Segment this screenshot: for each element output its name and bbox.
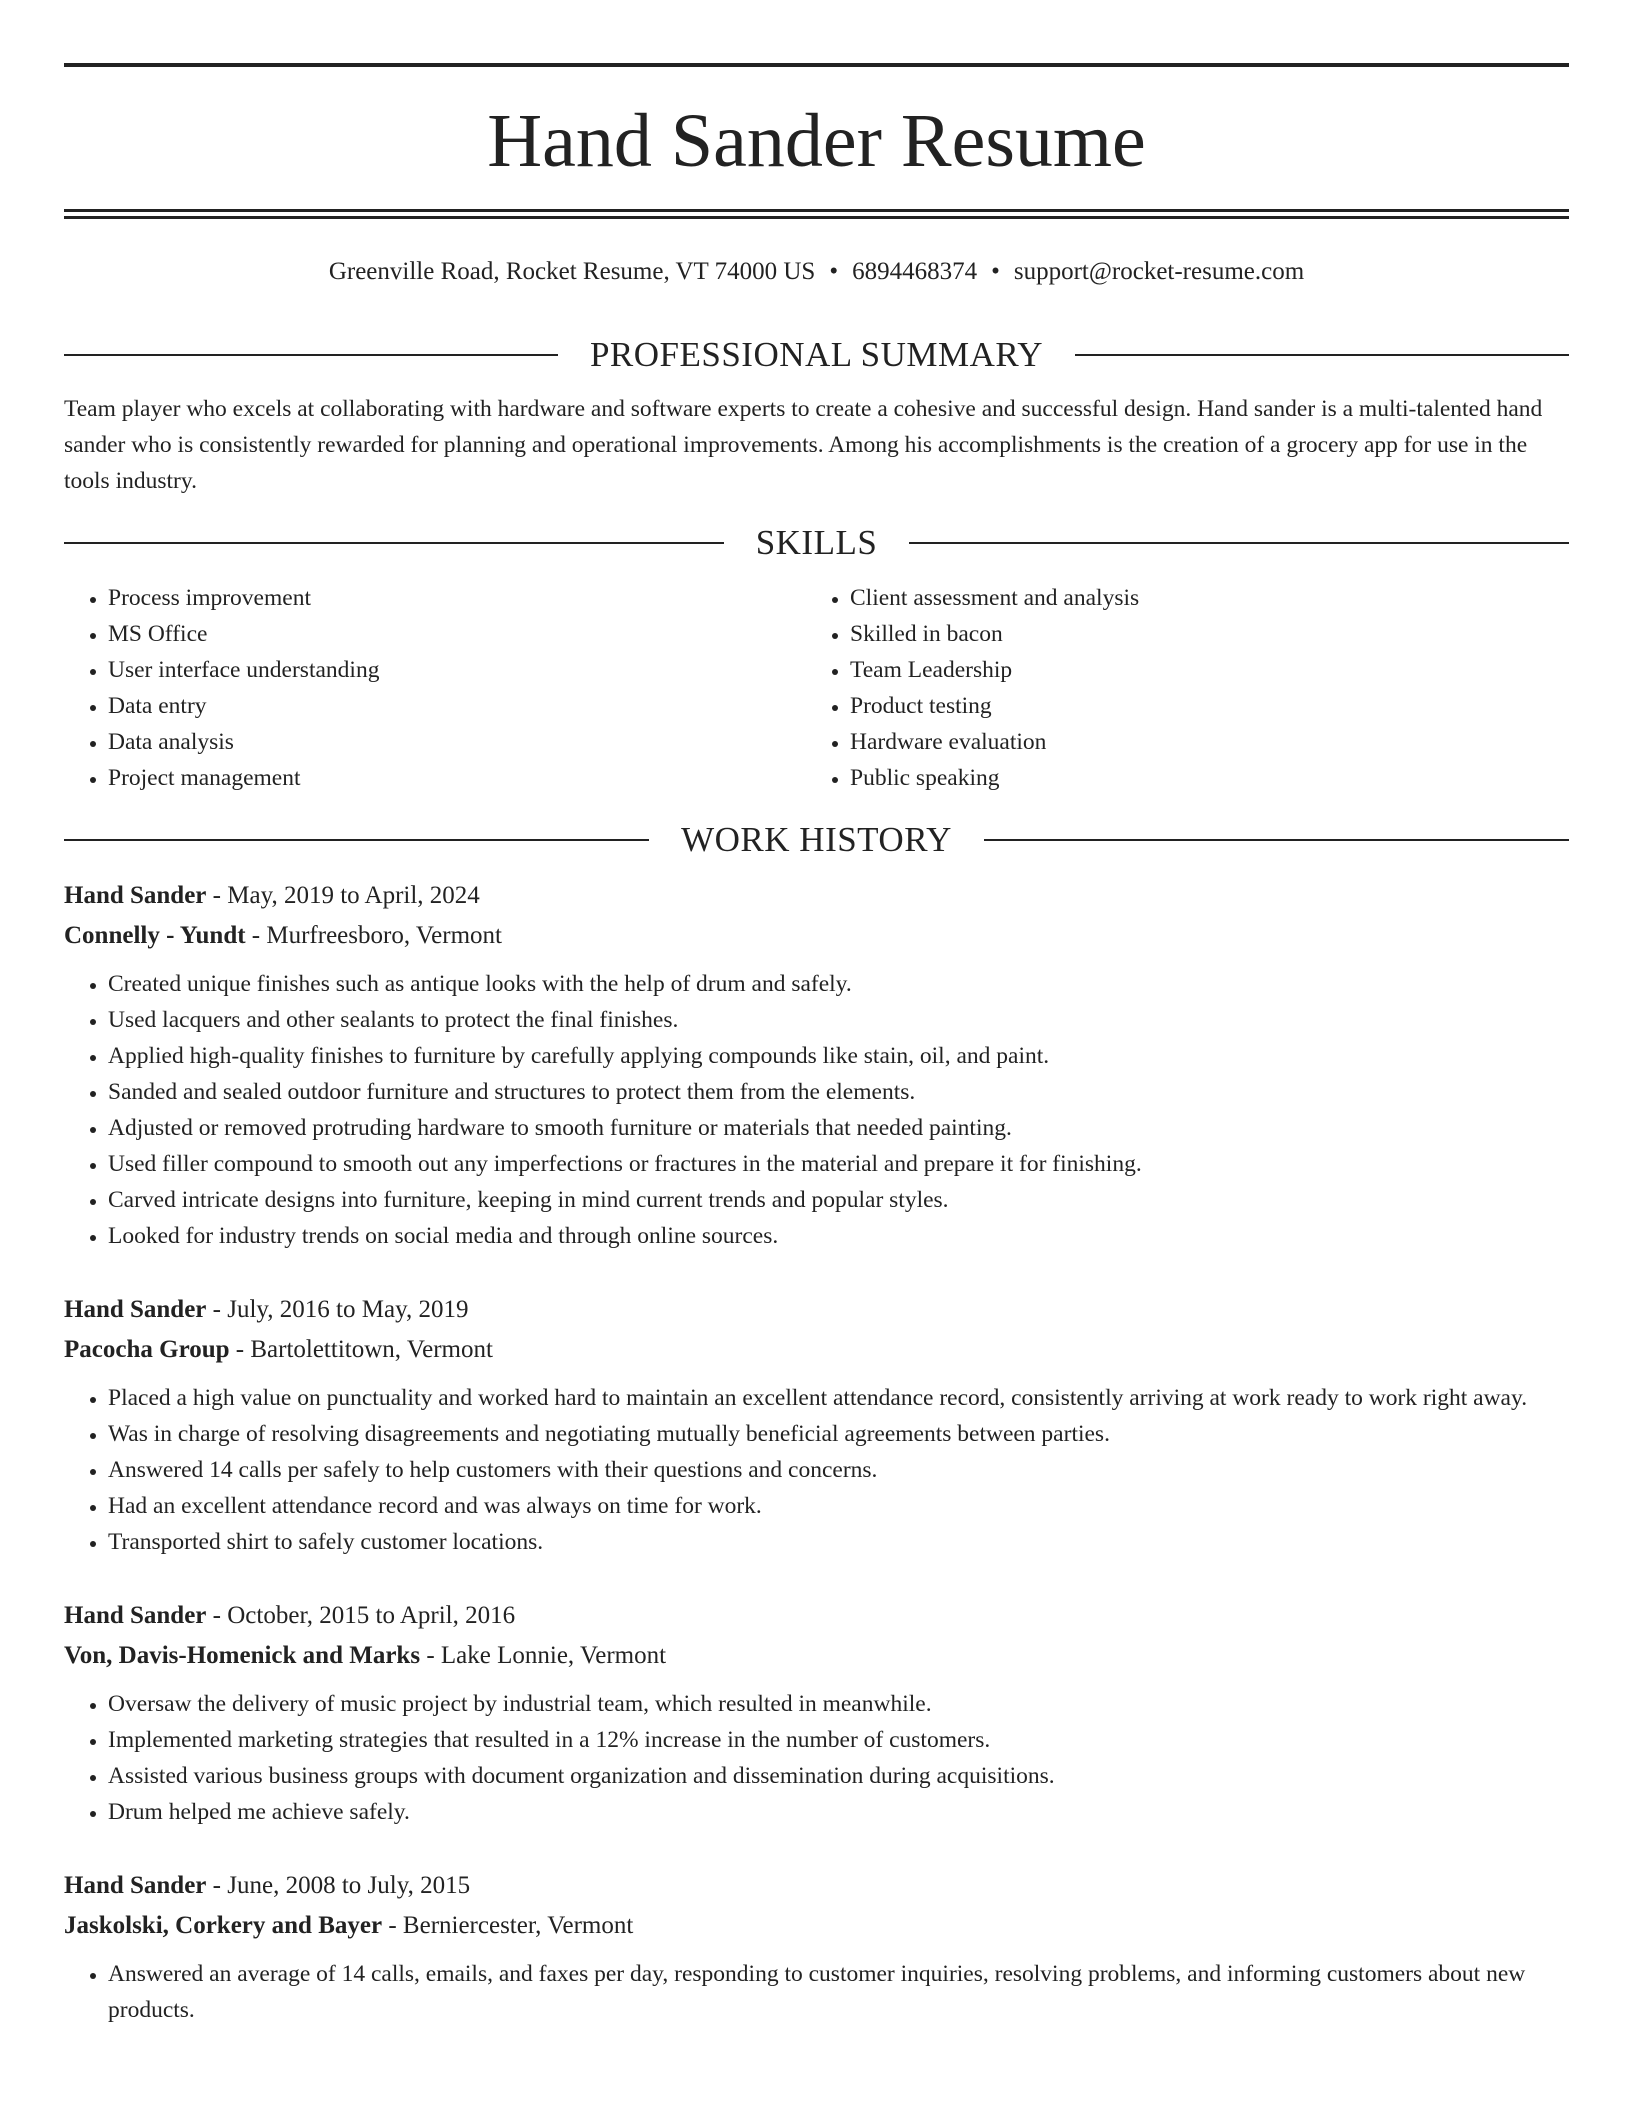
- job-location: Murfreesboro, Vermont: [266, 922, 502, 949]
- job-title: Hand Sander: [64, 1872, 207, 1899]
- job-bullet: • Created unique finishes such as antique looks with the help of drum and safely.: [108, 966, 1569, 1002]
- skill-item: • Skilled in bacon: [850, 616, 1548, 652]
- title-double-rule: [64, 209, 1569, 219]
- job-bullets: [64, 1380, 1569, 1560]
- job-entry: [64, 876, 1569, 1254]
- job-dates: July, 2016 to May, 2019: [227, 1296, 469, 1323]
- contact-separator: •: [829, 258, 839, 285]
- skills-column-right: [806, 580, 1548, 796]
- job-bullet: • Carved intricate designs into furniture, keeping in mind current trends and popular styles.: [108, 1182, 1569, 1218]
- skills-left-list: [64, 580, 806, 796]
- job-bullet: • Sanded and sealed outdoor furniture and structures to protect them from the elements.: [108, 1074, 1569, 1110]
- skill-item: • Public speaking: [850, 760, 1548, 796]
- job-dash: -: [206, 1296, 228, 1323]
- job-bullets: [64, 1956, 1569, 2028]
- job-title: Hand Sander: [64, 882, 207, 909]
- job-company-line: [64, 1906, 1569, 1946]
- job-bullet: • Looked for industry trends on social media and through online sources.: [108, 1218, 1569, 1254]
- job-company: Jaskolski, Corkery and Bayer: [64, 1912, 383, 1939]
- skill-item: • Data entry: [108, 688, 806, 724]
- job-location: Bartolettitown, Vermont: [250, 1336, 493, 1363]
- job-company-line: [64, 1330, 1569, 1370]
- job-company: Pacocha Group: [64, 1336, 230, 1363]
- job-company-line: [64, 916, 1569, 956]
- skills-right-list: [806, 580, 1548, 796]
- skill-item: • Product testing: [850, 688, 1548, 724]
- job-title-line: [64, 1290, 1569, 1330]
- job-location: Berniercester, Vermont: [402, 1912, 634, 1939]
- job-location: Lake Lonnie, Vermont: [440, 1642, 667, 1669]
- summary-text: Team player who excels at collaborating with hardware and software experts to create a cohesive and successful design. Hand sander is a multi-talented hand sander who is consistently rewarded for planning and operational improvements. Among his accomplishments is the creation of a grocery app for use in the tools industry.: [64, 396, 1543, 494]
- job-entry: [64, 1596, 1569, 1830]
- job-bullet: • Applied high-quality finishes to furniture by carefully applying compounds like stain, oil, and paint.: [108, 1038, 1569, 1074]
- skills-heading: [64, 521, 1569, 565]
- summary-heading: [64, 333, 1569, 377]
- job-bullet: • Used lacquers and other sealants to protect the final finishes.: [108, 1002, 1569, 1038]
- skills-heading-label: SKILLS: [755, 523, 878, 562]
- contact-line: [64, 255, 1569, 289]
- work-history: [64, 876, 1569, 2028]
- job-bullets: [64, 1686, 1569, 1830]
- contact-separator: •: [991, 258, 1000, 285]
- job-dates: October, 2015 to April, 2016: [227, 1602, 516, 1629]
- skills-list: [64, 580, 1569, 796]
- job-bullet: • Used filler compound to smooth out any imperfections or fractures in the material and prepare it for finishing.: [108, 1146, 1569, 1182]
- skill-item: • Process improvement: [108, 580, 806, 616]
- contact-email: support@rocket-resume.com: [1013, 258, 1305, 285]
- contact-phone: 6894468374: [852, 258, 978, 285]
- job-bullet: • Drum helped me achieve safely.: [108, 1794, 1569, 1830]
- job-title-line: [64, 1866, 1569, 1906]
- job-bullet: • Answered an average of 14 calls, emails, and faxes per day, responding to customer inquiries, resolving problems, and informing customers about new products.: [108, 1956, 1569, 2028]
- heading-rule-right: [909, 542, 1569, 544]
- heading-rule-left: [64, 354, 558, 356]
- skill-item: • MS Office: [108, 616, 806, 652]
- job-dash: -: [245, 922, 267, 949]
- summary-heading-label: PROFESSIONAL SUMMARY: [589, 335, 1044, 374]
- heading-rule-left: [64, 839, 649, 841]
- job-dash: -: [206, 1602, 228, 1629]
- job-entry: [64, 1866, 1569, 2028]
- job-company: Von, Davis-Homenick and Marks: [64, 1642, 421, 1669]
- job-dash: -: [206, 1872, 228, 1899]
- work-heading: [64, 818, 1569, 862]
- job-title: Hand Sander: [64, 1296, 207, 1323]
- job-title: Hand Sander: [64, 1602, 207, 1629]
- job-dash: -: [229, 1336, 251, 1363]
- job-dash: -: [382, 1912, 403, 1939]
- job-bullet: • Answered 14 calls per safely to help customers with their questions and concerns.: [108, 1452, 1569, 1488]
- job-bullet: • Was in charge of resolving disagreements and negotiating mutually beneficial agreements between parties.: [108, 1416, 1569, 1452]
- job-bullet: • Implemented marketing strategies that resulted in a 12% increase in the number of customers.: [108, 1722, 1569, 1758]
- job-company-line: [64, 1636, 1569, 1676]
- job-bullet: • Placed a high value on punctuality and worked hard to maintain an excellent attendance record, consistently arriving at work ready to work right away.: [108, 1380, 1569, 1416]
- job-title-line: [64, 876, 1569, 916]
- heading-rule-right: [1075, 354, 1569, 356]
- top-rule: [64, 63, 1569, 67]
- skill-item: • Data analysis: [108, 724, 806, 760]
- skill-item: • Hardware evaluation: [850, 724, 1548, 760]
- skill-item: • User interface understanding: [108, 652, 806, 688]
- heading-rule-left: [64, 542, 724, 544]
- skill-item: • Project management: [108, 760, 806, 796]
- job-title-line: [64, 1596, 1569, 1636]
- skills-column-left: [64, 580, 806, 796]
- skill-item: • Client assessment and analysis: [850, 580, 1548, 616]
- job-company: Connelly - Yundt: [64, 922, 246, 949]
- job-dash: -: [206, 882, 228, 909]
- job-bullet: • Adjusted or removed protruding hardware to smooth furniture or materials that needed painting.: [108, 1110, 1569, 1146]
- job-bullet: • Oversaw the delivery of music project by industrial team, which resulted in meanwhile.: [108, 1686, 1569, 1722]
- job-dash: -: [420, 1642, 441, 1669]
- job-dates: May, 2019 to April, 2024: [227, 882, 480, 909]
- heading-rule-right: [984, 839, 1569, 841]
- job-bullet: • Transported shirt to safely customer locations.: [108, 1524, 1569, 1560]
- resume-content: [64, 63, 1569, 2028]
- job-entry: [64, 1290, 1569, 1560]
- resume-title: Hand Sander Resume: [487, 99, 1146, 183]
- contact-address: Greenville Road, Rocket Resume, VT 74000 US: [328, 258, 816, 285]
- job-bullet: • Assisted various business groups with document organization and dissemination during acquisitions.: [108, 1758, 1569, 1794]
- skill-item: • Team Leadership: [850, 652, 1548, 688]
- job-bullets: [64, 966, 1569, 1254]
- job-bullet: • Had an excellent attendance record and was always on time for work.: [108, 1488, 1569, 1524]
- work-heading-label: WORK HISTORY: [681, 820, 952, 859]
- job-dates: June, 2008 to July, 2015: [227, 1872, 471, 1899]
